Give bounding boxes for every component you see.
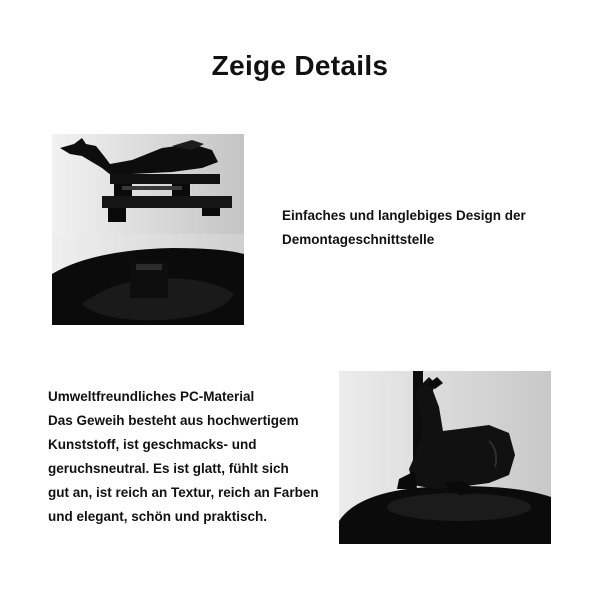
page-title: Zeige Details — [211, 50, 389, 81]
caption-line: Umweltfreundliches PC-Material — [48, 389, 255, 404]
product-photo-base-slot — [52, 234, 244, 325]
product-photo-deer-base — [339, 371, 551, 544]
caption-line: Das Geweih besteht aus hochwertigem — [48, 413, 299, 428]
caption-line: und elegant, schön und praktisch. — [48, 509, 268, 524]
caption-line: Einfaches und langlebiges Design der — [282, 208, 526, 223]
caption-interface-design — [282, 204, 582, 252]
caption-line: Demontageschnittstelle — [282, 232, 435, 247]
caption-line: Kunststoff, ist geschmacks- und — [48, 437, 257, 452]
caption-line: gut an, ist reich an Textur, reich an Farben — [48, 485, 319, 500]
product-photo-deer-joint — [52, 134, 244, 234]
caption-line: geruchsneutral. Es ist glatt, fühlt sich — [48, 461, 289, 476]
caption-material — [48, 385, 328, 529]
